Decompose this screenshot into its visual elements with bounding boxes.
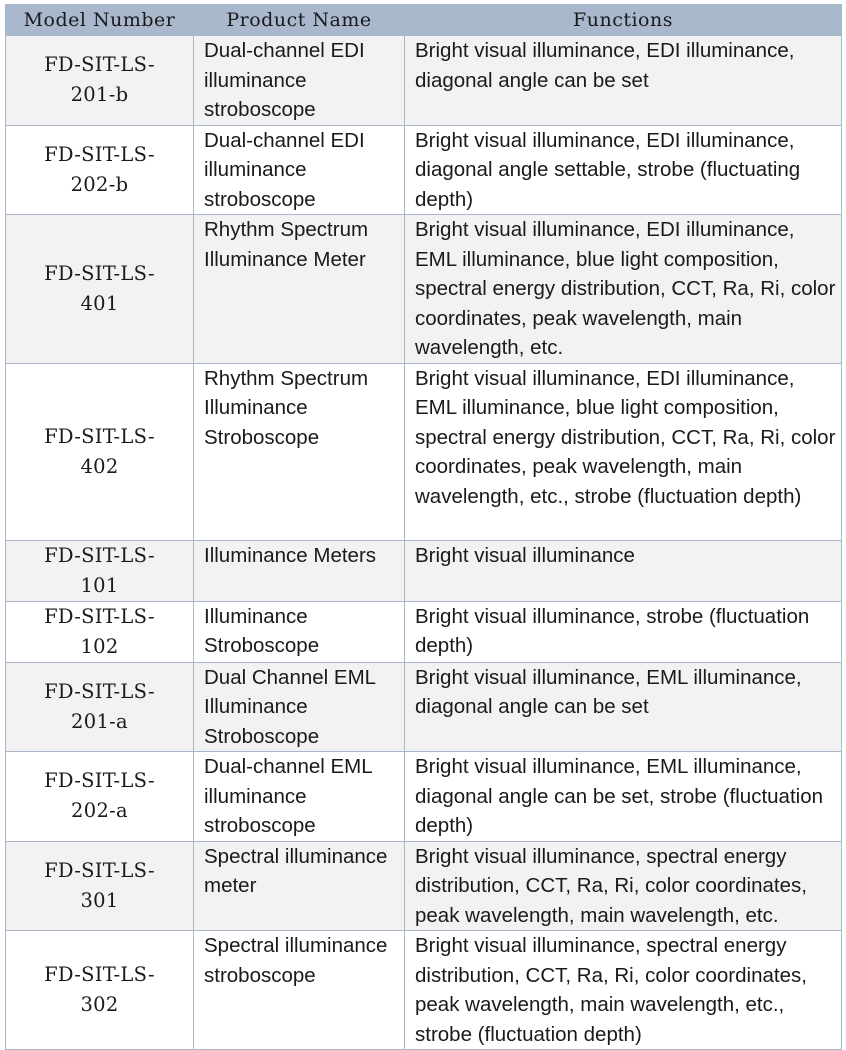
product-spec-table — [5, 4, 842, 1050]
table-row — [6, 215, 842, 364]
table-row — [6, 841, 842, 931]
model-number-cell: FD-SIT-LS-101 — [6, 540, 194, 601]
model-number-cell: FD-SIT-LS-102 — [6, 601, 194, 662]
product-name-cell: Dual-channel EDI illuminance stroboscope — [194, 125, 405, 215]
table-row — [6, 363, 842, 540]
product-name-cell: Illuminance Stroboscope — [194, 601, 405, 662]
product-name-cell: Rhythm Spectrum Illuminance Stroboscope — [194, 363, 405, 540]
product-name-cell: Spectral illuminance meter — [194, 841, 405, 931]
table-row — [6, 931, 842, 1050]
header-model-number: Model Number — [6, 5, 194, 36]
model-number-cell: FD-SIT-LS-202-b — [6, 125, 194, 215]
functions-cell: Bright visual illuminance, EDI illuminance, diagonal angle can be set — [405, 36, 842, 126]
model-number-cell: FD-SIT-LS-201-b — [6, 36, 194, 126]
table-row — [6, 540, 842, 601]
functions-cell: Bright visual illuminance, spectral energy distribution, CCT, Ra, Ri, color coordinates, peak wavelength, main wavelength, etc. — [405, 841, 842, 931]
product-name-cell: Rhythm Spectrum Illuminance Meter — [194, 215, 405, 364]
model-number-cell: FD-SIT-LS-401 — [6, 215, 194, 364]
product-name-cell: Dual Channel EML Illuminance Stroboscope — [194, 662, 405, 752]
product-name-cell: Dual-channel EML illuminance stroboscope — [194, 752, 405, 842]
model-number-cell: FD-SIT-LS-301 — [6, 841, 194, 931]
table-row — [6, 752, 842, 842]
functions-cell: Bright visual illuminance, EDI illuminance, EML illuminance, blue light composition, spectral energy distribution, CCT, Ra, Ri, color coordinates, peak wavelength, main wavelength, etc. — [405, 215, 842, 364]
functions-cell: Bright visual illuminance — [405, 540, 842, 601]
table-row — [6, 36, 842, 126]
table-row — [6, 125, 842, 215]
functions-cell: Bright visual illuminance, EML illuminance, diagonal angle can be set — [405, 662, 842, 752]
functions-cell: Bright visual illuminance, EDI illuminance, EML illuminance, blue light composition, spectral energy distribution, CCT, Ra, Ri, color coordinates, peak wavelength, main wavelength, etc., strobe (fluctuation depth) — [405, 363, 842, 540]
product-name-cell: Illuminance Meters — [194, 540, 405, 601]
model-number-cell: FD-SIT-LS-201-a — [6, 662, 194, 752]
model-number-cell: FD-SIT-LS-202-a — [6, 752, 194, 842]
functions-cell: Bright visual illuminance, strobe (fluctuation depth) — [405, 601, 842, 662]
functions-cell: Bright visual illuminance, EDI illuminance, diagonal angle settable, strobe (fluctuating depth) — [405, 125, 842, 215]
table-header-row — [6, 5, 842, 36]
product-name-cell: Spectral illuminance stroboscope — [194, 931, 405, 1050]
table-row — [6, 601, 842, 662]
table-row — [6, 662, 842, 752]
header-functions: Functions — [405, 5, 842, 36]
header-product-name: Product Name — [194, 5, 405, 36]
functions-cell: Bright visual illuminance, EML illuminance, diagonal angle can be set, strobe (fluctuation depth) — [405, 752, 842, 842]
model-number-cell: FD-SIT-LS-302 — [6, 931, 194, 1050]
model-number-cell: FD-SIT-LS-402 — [6, 363, 194, 540]
product-name-cell: Dual-channel EDI illuminance stroboscope — [194, 36, 405, 126]
functions-cell: Bright visual illuminance, spectral energy distribution, CCT, Ra, Ri, color coordinates, peak wavelength, main wavelength, etc., strobe (fluctuation depth) — [405, 931, 842, 1050]
